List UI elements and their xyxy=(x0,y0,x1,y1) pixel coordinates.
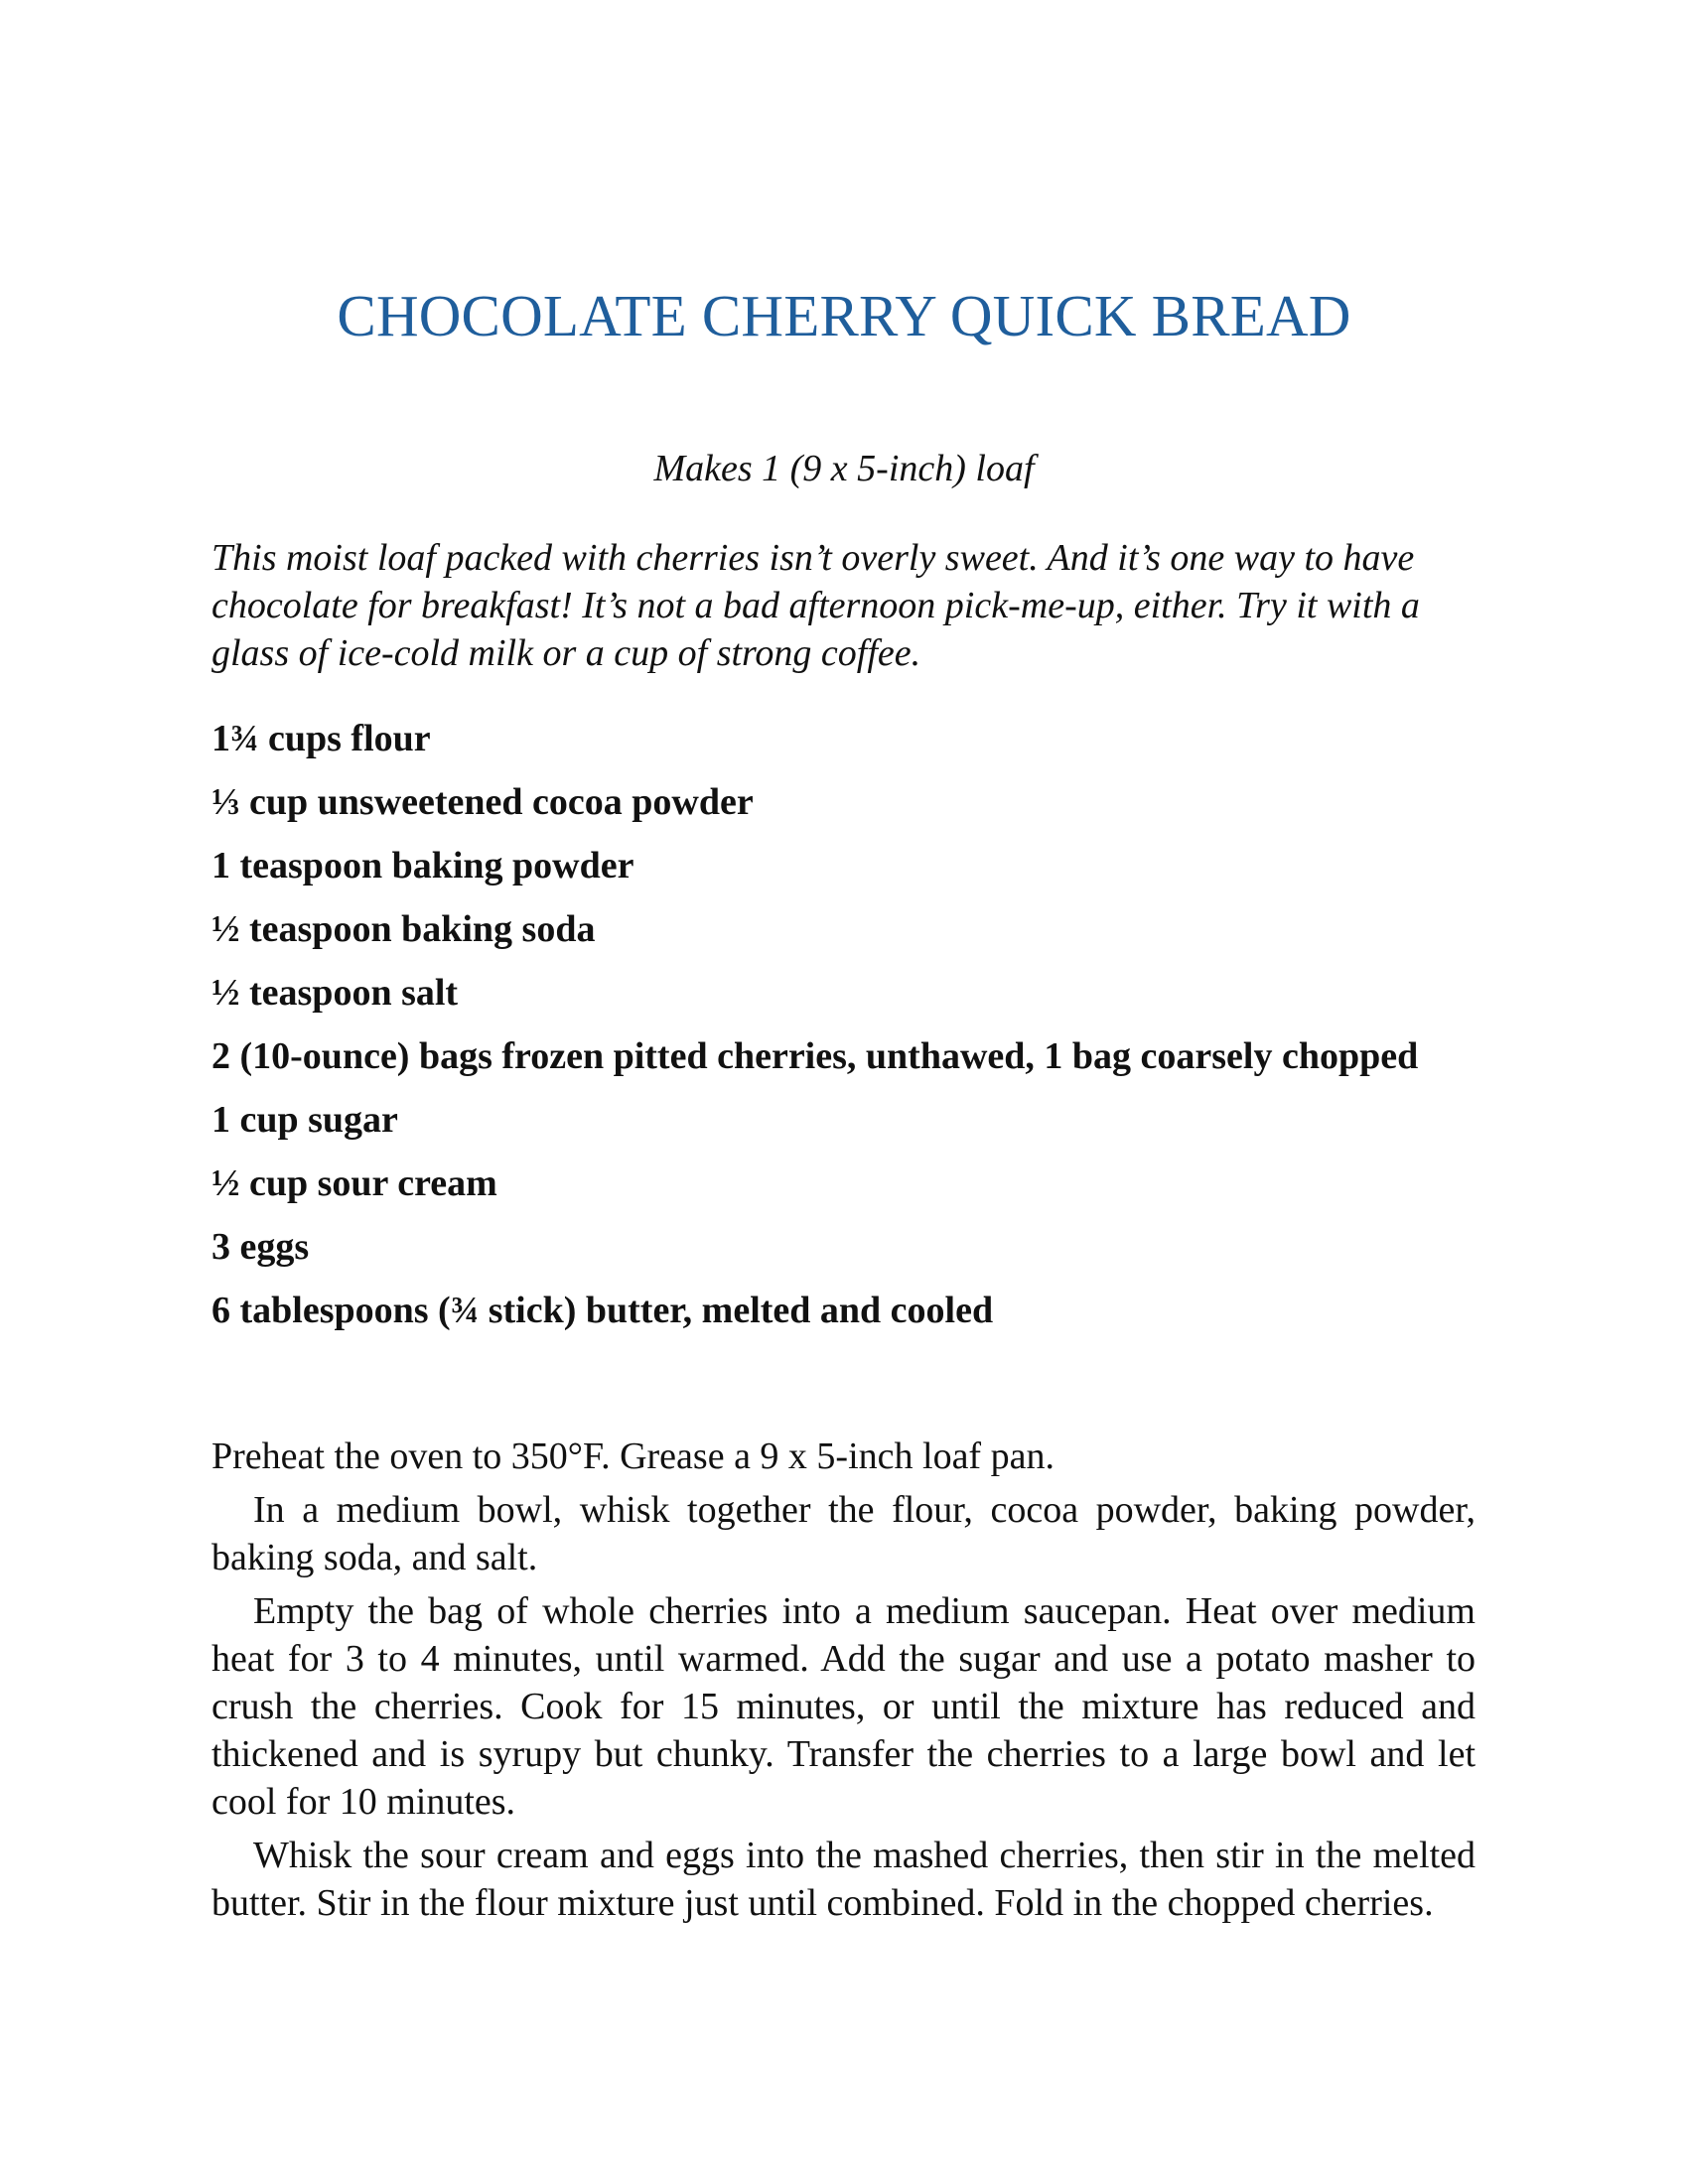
ingredient-item: 6 tablespoons (¾ stick) butter, melted and cooled xyxy=(211,1290,994,1331)
recipe-yield: Makes 1 (9 x 5-inch) loaf xyxy=(653,448,1035,489)
ingredient-item: 1¾ cups flour xyxy=(211,718,431,759)
method-step: In a medium bowl, whisk together the flour, cocoa powder, baking powder, baking soda, and salt. xyxy=(211,1489,1476,1578)
recipe-intro: This moist loaf packed with cherries isn’t overly sweet. And it’s one way to have chocolate for breakfast! It’s not a bad afternoon pick-me-up, either. Try it with a glass of ice-cold milk or a cup of strong coffee. xyxy=(211,537,1420,674)
ingredient-item: ⅓ cup unsweetened cocoa powder xyxy=(211,781,754,823)
ingredient-item: ½ cup sour cream xyxy=(211,1162,497,1204)
method-step: Empty the bag of whole cherries into a medium saucepan. Heat over medium heat for 3 to 4 minutes, until warmed. Add the sugar and use a potato masher to crush the cherries. Cook for 15 minutes, or until the mixture has reduced and thickened and is syrupy but chunky. Transfer the cherries to a large bowl and let cool for 10 minutes. xyxy=(211,1590,1476,1823)
method-section xyxy=(211,1433,1476,1933)
recipe-title: CHOCOLATE CHERRY QUICK BREAD xyxy=(337,283,1351,348)
method-step: Whisk the sour cream and eggs into the mashed cherries, then stir in the melted butter. Stir in the flour mixture just until combined. Fold in the chopped cherries. xyxy=(211,1835,1476,1924)
ingredient-item: ½ teaspoon baking soda xyxy=(211,908,596,950)
ingredient-item: 1 teaspoon baking powder xyxy=(211,845,634,887)
ingredient-item: 1 cup sugar xyxy=(211,1099,398,1141)
ingredient-item: 3 eggs xyxy=(211,1226,310,1268)
method-step: Preheat the oven to 350°F. Grease a 9 x 5-inch loaf pan. xyxy=(211,1435,1055,1477)
ingredient-list xyxy=(211,715,1482,1350)
ingredient-item: ½ teaspoon salt xyxy=(211,972,459,1014)
ingredient-item: 2 (10-ounce) bags frozen pitted cherries, unthawed, 1 bag coarsely chopped xyxy=(211,1035,1419,1077)
